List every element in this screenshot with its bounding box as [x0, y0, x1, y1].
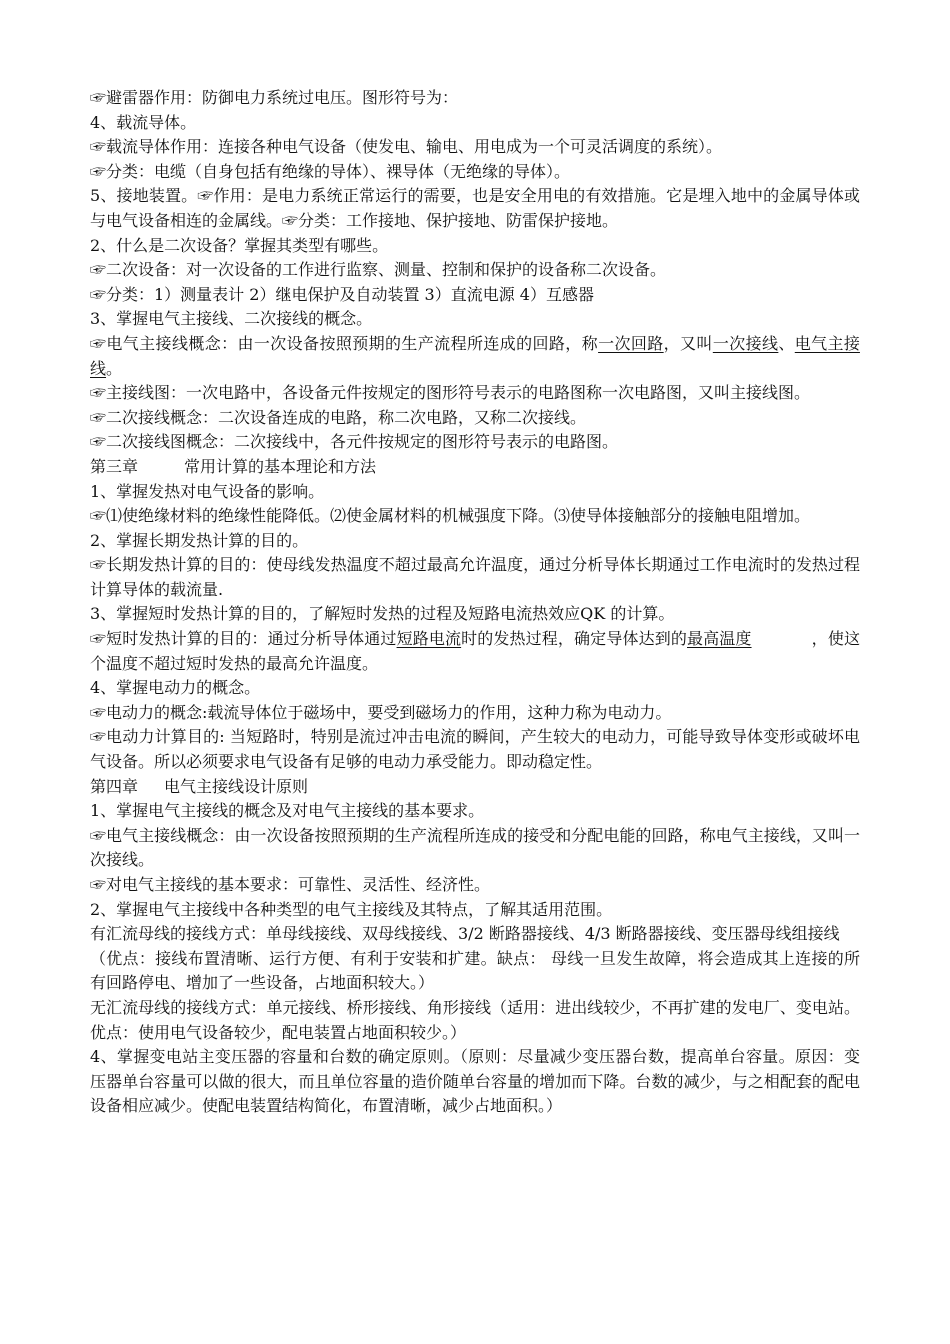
paragraph: ☞分类：1）测量表计 2）继电保护及自动装置 3）直流电源 4）互感器 — [90, 284, 594, 304]
underlined-term: 最高温度 — [687, 629, 752, 649]
text-run: 。 — [106, 358, 123, 378]
paragraph: 4、掌握变电站主变压器的容量和台数的确定原则。（原则：尽量减少变压器台数，提高单台容量。原因：变压器单台容量可以做的很大，而且单位容量的造价随单台容量的增加而下降。台数的减少，与之相配套的配电设备相应减少。使配电装置结构简化，布置清晰，减少占地面积。） — [90, 1047, 860, 1116]
paragraph: 有汇流母线的接线方式：单母线接线、双母线接线、3/2 断路器接线、4/3 断路器接线、变压器母线组接线 — [90, 924, 840, 944]
paragraph: （优点：接线布置清晰、运行方便、有利于安装和扩建。缺点： 母线一旦发生故障，将会造成其上连接的所有回路停电、增加了一些设备，占地面积较大。） — [90, 948, 860, 993]
question-heading: 3、掌握短时发热计算的目的，了解短时发热的过程及短路电流热效应QK 的计算。 — [90, 604, 675, 624]
chapter-heading — [90, 775, 860, 800]
text-run: 时的发热过程，确定导体达到的 — [461, 629, 687, 649]
paragraph: ☞分类：电缆（自身包括有绝缘的导体）、裸导体（无绝缘的导体）。 — [90, 161, 571, 181]
underlined-term: 电气主接线 — [90, 333, 860, 378]
heading-item: 4、载流导体。 — [90, 112, 197, 132]
paragraph: ☞二次设备：对一次设备的工作进行监察、测量、控制和保护的设备称二次设备。 — [90, 260, 667, 280]
text-run: ☞短时发热计算的目的：通过分析导体通过 — [90, 629, 397, 649]
chapter-number: 第三章 — [90, 456, 139, 476]
paragraph: 5、接地装置。☞作用：是电力系统正常运行的需要，也是安全用电的有效措施。它是埋入地中的金属导体或与电气设备相连的金属线。☞分类：工作接地、保护接地、防雷保护接地。 — [90, 186, 860, 230]
underlined-term: 一次接线 — [712, 333, 779, 353]
paragraph: ☞长期发热计算的目的：使母线发热温度不超过最高允许温度，通过分析导体长期通过工作电流时的发热过程计算导体的载流量. — [90, 555, 860, 599]
text-run: ，又叫 — [663, 333, 713, 353]
chapter-title: 电气主接线设计原则 — [164, 776, 309, 796]
question-heading: 1、掌握电气主接线的概念及对电气主接线的基本要求。 — [90, 801, 485, 821]
paragraph: ☞二次接线图概念：二次接线中，各元件按规定的图形符号表示的电路图。 — [90, 432, 619, 452]
paragraph: 无汇流母线的接线方式：单元接线、桥形接线、角形接线（适用：进出线较少，不再扩建的发电厂、变电站。优点：使用电气设备较少，配电装置占地面积较少。） — [90, 997, 860, 1042]
paragraph: ☞电动力计算目的: 当短路时，特别是流过冲击电流的瞬间，产生较大的电动力，可能导致导体变形或破坏电气设备。所以必须要求电气设备有足够的电动力承受能力。即动稳定性。 — [90, 727, 860, 772]
document-page — [90, 86, 860, 1119]
question-heading: 2、掌握电气主接线中各种类型的电气主接线及其特点，了解其适用范围。 — [90, 899, 613, 919]
paragraph: ☞⑴使绝缘材料的绝缘性能降低。⑵使金属材料的机械强度下降。⑶使导体接触部分的接触电阻增加。 — [90, 506, 811, 526]
chapter-number: 第四章 — [90, 776, 139, 796]
paragraph: ☞对电气主接线的基本要求：可靠性、灵活性、经济性。 — [90, 875, 491, 894]
text-run: ☞电气主接线概念：由一次设备按照预期的生产流程所连成的回路，称 — [90, 333, 599, 353]
question-heading: 2、掌握长期发热计算的目的。 — [90, 530, 309, 550]
paragraph — [90, 627, 860, 676]
underlined-term: 短路电流 — [396, 629, 462, 649]
question-heading: 3、掌握电气主接线、二次接线的概念。 — [90, 309, 373, 329]
question-heading: 4、掌握电动力的概念。 — [90, 678, 261, 698]
paragraph — [90, 332, 860, 381]
text-run: ，使这个温度不超过短时发热的最高允许温度。 — [90, 629, 860, 673]
question-heading: 1、掌握发热对电气设备的影响。 — [90, 481, 325, 501]
question-heading: 2、什么是二次设备？掌握其类型有哪些。 — [90, 235, 389, 255]
underlined-term: 一次回路 — [598, 333, 664, 353]
paragraph: ☞电气主接线概念：由一次设备按照预期的生产流程所连成的接受和分配电能的回路，称电气主接线，又叫一次接线。 — [90, 825, 860, 870]
text-run: 、 — [778, 333, 795, 353]
paragraph: ☞主接线图：一次电路中，各设备元件按规定的图形符号表示的电路图称一次电路图，又叫主接线图。 — [90, 383, 811, 403]
paragraph: ☞电动力的概念:载流导体位于磁场中，要受到磁场力的作用，这种力称为电动力。 — [90, 702, 672, 722]
paragraph: ☞避雷器作用：防御电力系统过电压。图形符号为： — [90, 88, 459, 107]
chapter-heading — [90, 455, 860, 480]
chapter-title: 常用计算的基本理论和方法 — [184, 456, 377, 476]
paragraph: ☞二次接线概念：二次设备连成的电路，称二次电路，又称二次接线。 — [90, 407, 587, 427]
paragraph: ☞载流导体作用：连接各种电气设备（使发电、输电、用电成为一个可灵活调度的系统）。 — [90, 137, 723, 157]
